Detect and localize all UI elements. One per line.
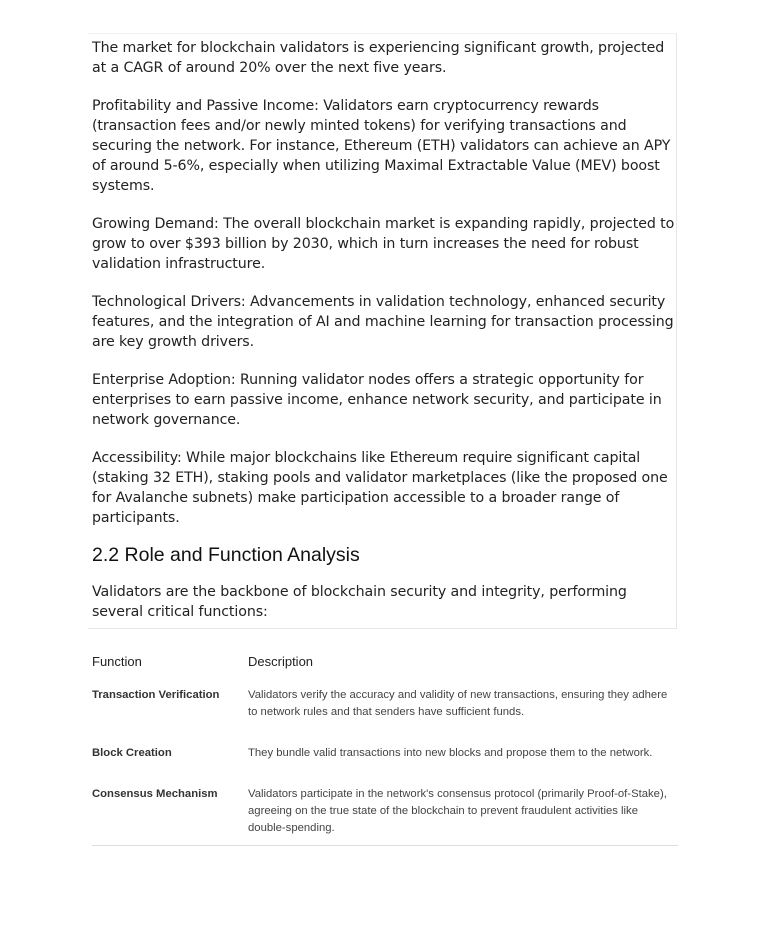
paragraph-enterprise-adoption: Enterprise Adoption: Running validator nodes offers a strategic opportunity for enterprises to earn passive income, enhance network security, and participate in network governance. (92, 372, 662, 428)
table-header-row (92, 650, 678, 687)
header-function: Function (92, 654, 142, 669)
section-intro: Validators are the backbone of blockchain security and integrity, performing several critical functions: (92, 584, 627, 620)
header-description: Description (248, 654, 314, 669)
paragraph-growing-demand: Growing Demand: The overall blockchain market is expanding rapidly, projected to grow to over $393 billion by 2030, which in turn increases the need for robust validation infrastructure. (92, 216, 675, 272)
description-cell: Validators verify the accuracy and validity of new transactions, ensuring they adhere to network rules and that senders have sufficient funds. (248, 689, 668, 718)
paragraph-accessibility: Accessibility: While major blockchains like Ethereum require significant capital (staking 32 ETH), staking pools and validator marketplaces (like the proposed one for Avalanche subnets) make participation accessible to a broader range of participants. (92, 450, 668, 526)
text-section (88, 33, 677, 629)
description-cell: They bundle valid transactions into new blocks and propose them to the network. (248, 747, 653, 759)
table-row (92, 687, 678, 745)
paragraph-market-growth: The market for blockchain validators is experiencing significant growth, projected at a CAGR of around 20% over the next five years. (92, 40, 665, 76)
description-cell: Validators participate in the network's consensus protocol (primarily Proof-of-Stake), agreeing on the true state of the blockchain to prevent fraudulent activities like double-spending. (248, 788, 667, 834)
paragraph-profitability: Profitability and Passive Income: Validators earn cryptocurrency rewards (transaction fees and/or newly minted tokens) for verifying transactions and securing the network. For instance, Ethereum (ETH) validators can achieve an APY of around 5-6%, especially when utilizing Maximal Extractable Value (MEV) boost systems. (92, 98, 671, 194)
function-cell: Block Creation (92, 747, 172, 759)
section-heading: 2.2 Role and Function Analysis (92, 544, 360, 566)
function-cell: Consensus Mechanism (92, 788, 218, 800)
function-cell: Transaction Verification (92, 689, 220, 701)
table-row (92, 786, 678, 846)
paragraph-technological-drivers: Technological Drivers: Advancements in validation technology, enhanced security features, and the integration of AI and machine learning for transaction processing are key growth drivers. (92, 294, 674, 350)
table-row (92, 745, 678, 786)
functions-table (92, 650, 678, 846)
